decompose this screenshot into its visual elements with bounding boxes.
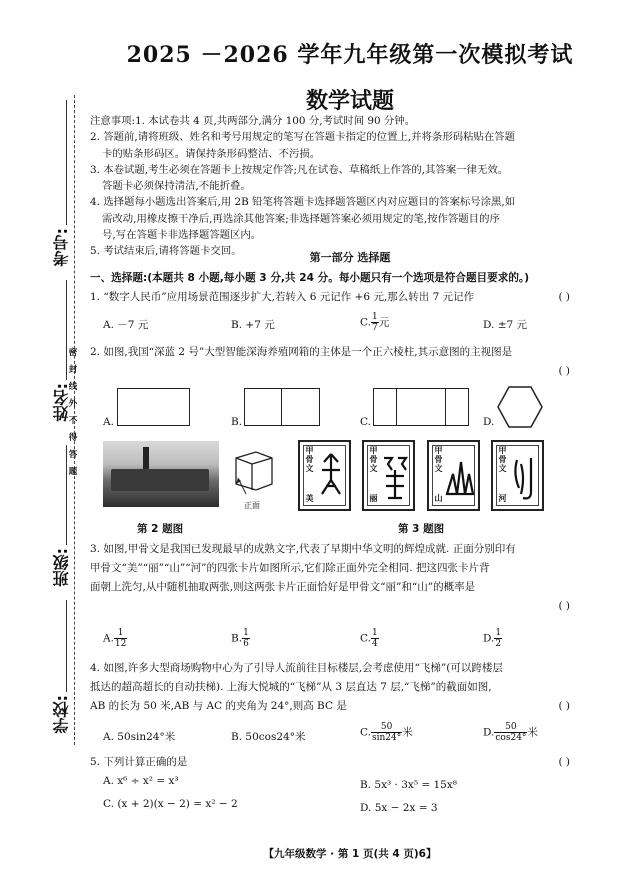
option-unit: 米 <box>402 726 413 739</box>
q1-option-c <box>360 312 389 333</box>
question-3 <box>90 540 610 616</box>
fraction-denominator: 6 <box>243 639 249 649</box>
fraction <box>371 722 402 743</box>
note-line: 需改动,用橡皮擦干净后,再选涂其他答案;非选择题答案必须用规定的笔,按作答题目的序 <box>102 212 500 225</box>
option-letter: C. <box>360 726 371 739</box>
oracle-card-li <box>362 440 415 511</box>
q2-option-c-label: C. <box>360 416 371 428</box>
question-1 <box>90 288 610 307</box>
exam-number-label: 考号: <box>52 228 71 267</box>
exam-number-blank <box>66 100 67 225</box>
option-letter: C. <box>360 316 371 329</box>
question-text: AB 的长为 50 米,AB 与 AC 的夹角为 24°,则高 BC 是 <box>90 700 347 712</box>
answer-paren: ( ) <box>558 365 570 377</box>
fraction-numerator: 50 <box>371 722 402 733</box>
fraction-numerator: 1 <box>372 628 378 638</box>
page-title: 2025 －2026 学年九年级第一次模拟考试 <box>126 42 574 68</box>
fraction <box>114 628 127 649</box>
binding-strip <box>0 0 82 872</box>
photo-mast <box>143 447 149 471</box>
q5-option-d: D. 5x − 2x = 3 <box>360 802 438 814</box>
answer-paren: ( ) <box>558 291 570 303</box>
question-text: 甲骨文“美”“丽”“山”“河”的四张卡片如图所示,它们除正面外完全相同. 把这四张卡片背 <box>90 562 490 574</box>
divider <box>445 389 446 425</box>
fraction-numerator: 50 <box>494 722 527 733</box>
option-letter: C. <box>360 632 371 645</box>
note-line: 注意事项:1. 本试卷共 4 页,共两部分,满分 100 分,考试时间 90 分钟。 <box>90 115 416 127</box>
q4-option-b: B. 50cos24°米 <box>231 731 306 743</box>
option-unit: 米 <box>527 726 538 739</box>
fraction-denominator: 12 <box>114 639 127 649</box>
q1-option-a: A. －7 元 <box>103 319 149 331</box>
seal-char: 封 <box>68 365 78 375</box>
class-label: 班级: <box>52 548 71 587</box>
seal-char: 不 <box>68 416 78 426</box>
fraction-numerator: 1 <box>114 628 127 639</box>
q2-option-c-rectangle <box>373 388 469 426</box>
question-text: 5. 下列计算正确的是 <box>90 756 188 768</box>
q3-option-d <box>483 628 502 649</box>
question-4 <box>90 659 610 716</box>
oracle-glyph-shan <box>445 450 475 508</box>
note-line: 3. 本卷试题,考生必须在答题卡上按规定作答;凡在试卷、草稿纸上作答的,其答案一律无效。 <box>90 163 509 176</box>
option-unit: 元 <box>378 316 390 329</box>
q3-option-a <box>103 628 127 649</box>
name-label: 姓名: <box>52 383 71 422</box>
seal-char: 答 <box>68 450 78 460</box>
fraction-numerator: 1 <box>372 312 378 322</box>
seal-char: 密 <box>68 348 78 358</box>
fraction-denominator: 2 <box>495 639 502 649</box>
part-heading: 第一部分 选择题 <box>309 251 391 264</box>
fraction <box>494 628 502 649</box>
fraction-denominator: sin24° <box>372 733 402 743</box>
question-text: 4. 如图,许多大型商场购物中心为了引导人流前往目标楼层,会考虑使用“飞梯”(可以跨楼层 <box>90 662 503 674</box>
card-name: 丽 <box>369 494 378 503</box>
card-label: 甲骨文 <box>369 446 378 473</box>
fraction-numerator: 1 <box>243 628 249 638</box>
question-text: 1. “数字人民币”应用场景范围逐步扩大,若转入 6 元记作 +6 元,那么转出 7 元记作 <box>90 291 475 303</box>
oracle-card-mei <box>298 440 351 511</box>
fraction-denominator: 4 <box>372 639 378 649</box>
q3-option-b <box>231 628 250 649</box>
seal-char: 线 <box>68 382 78 392</box>
fraction <box>242 628 250 649</box>
exam-notes <box>90 113 610 260</box>
fraction <box>494 722 527 743</box>
card-name: 美 <box>305 494 314 503</box>
q2-option-b-label: B. <box>231 416 243 428</box>
photo-cage <box>111 469 209 491</box>
q4-option-c <box>360 722 413 743</box>
option-letter: D. <box>483 632 495 645</box>
seal-char: 外 <box>68 399 78 409</box>
figure-2-caption: 第 2 题图 <box>137 523 184 535</box>
section-heading: 一、选择题:(本题共 8 小题,每小题 3 分,共 24 分。每小题只有一个选项是符合题目要求的。) <box>90 272 530 284</box>
seal-char: 得 <box>68 433 78 443</box>
question-text: 面朝上洗匀,从中随机抽取两张,则这两张卡片正面恰好是甲骨文“丽”和“山”的概率是 <box>90 581 476 593</box>
note-line: 4. 选择题每小题选出答案后,用 2B 铅笔将答题卡选择题答题区内对应题目的答案标号涂黑,如 <box>90 196 516 209</box>
oracle-glyph-li <box>380 450 410 508</box>
question-2 <box>90 343 610 381</box>
note-line: 答题卡必须保持清洁,不能折叠。 <box>102 180 251 193</box>
oracle-glyph-he <box>509 450 539 508</box>
card-label: 甲骨文 <box>434 446 443 473</box>
divider <box>281 389 282 425</box>
oracle-card-shan <box>427 440 480 511</box>
school-blank <box>66 600 67 692</box>
note-line: 5. 考试结束后,请将答题卡交回。 <box>90 245 242 258</box>
note-line: 号,写在答题卡非选择题答题区内。 <box>102 229 262 242</box>
page-footer: 【九年级数学 · 第 1 页(共 4 页)6】 <box>263 848 437 860</box>
answer-paren: ( ) <box>558 700 570 712</box>
answer-paren: ( ) <box>558 756 570 768</box>
q5-option-b: B. 5x³ · 3x⁵ = 15x⁸ <box>360 779 457 791</box>
q1-option-b: B. +7 元 <box>231 319 275 331</box>
question-text: 2. 如图,我国“深蓝 2 号”大型智能深海养殖网箱的主体是一个正六棱柱,其示意图的主视图是 <box>90 346 513 358</box>
q5-option-c: C. (x + 2)(x − 2) = x² − 2 <box>103 798 238 810</box>
option-letter: B. <box>231 632 243 645</box>
divider <box>396 389 397 425</box>
q2-option-d-label: D. <box>483 416 495 428</box>
q2-option-a-rectangle <box>117 388 190 426</box>
card-label: 甲骨文 <box>305 446 314 473</box>
aquaculture-photo <box>103 441 219 507</box>
oracle-glyph-mei <box>316 450 346 508</box>
page-subtitle: 数学试题 <box>305 88 394 114</box>
note-line: 卡的贴条形码区。请保持条形码整洁、不污损。 <box>102 147 321 160</box>
figure-3-caption: 第 3 题图 <box>398 523 445 535</box>
seal-char: 题 <box>68 467 78 477</box>
q1-option-d: D. ±7 元 <box>483 319 528 331</box>
q2-option-b-rectangle <box>244 388 320 426</box>
q3-option-c <box>360 628 379 649</box>
question-text: 抵达的超高超长的自动扶梯). 上海大悦城的“飞梯”从 3 层直达 7 层,“飞梯”的截面如图, <box>90 681 492 693</box>
card-label: 甲骨文 <box>498 446 507 473</box>
seal-notice <box>66 345 80 481</box>
fraction-denominator: cos24° <box>495 733 527 743</box>
q4-option-a: A. 50sin24°米 <box>103 731 176 743</box>
fraction-numerator: 1 <box>495 628 502 638</box>
card-name: 河 <box>498 494 507 503</box>
fraction <box>371 312 379 333</box>
fraction <box>371 628 379 649</box>
answer-paren: ( ) <box>558 600 570 612</box>
prism-front-label: 正面 <box>244 501 260 510</box>
q5-option-a: A. x⁶ ÷ x² = x³ <box>103 775 179 787</box>
q2-option-a-label: A. <box>103 416 114 428</box>
question-text: 3. 如图,甲骨文是我国已发现最早的成熟文字,代表了早期中华文明的辉煌成就. 正面分别印有 <box>90 543 516 555</box>
option-letter: A. <box>103 632 114 645</box>
q2-option-d-hexagon <box>497 385 543 429</box>
option-letter: D. <box>483 726 495 739</box>
q4-option-d <box>483 722 538 743</box>
card-name: 山 <box>434 494 443 503</box>
question-5 <box>90 753 610 772</box>
school-label: 学校: <box>52 695 71 734</box>
note-line: 2. 答题前,请将班级、姓名和考号用规定的笔写在答题卡指定的位置上,并将条形码粘贴在答题 <box>90 131 516 144</box>
oracle-card-he <box>491 440 544 511</box>
fraction-denominator: 7 <box>372 323 378 333</box>
